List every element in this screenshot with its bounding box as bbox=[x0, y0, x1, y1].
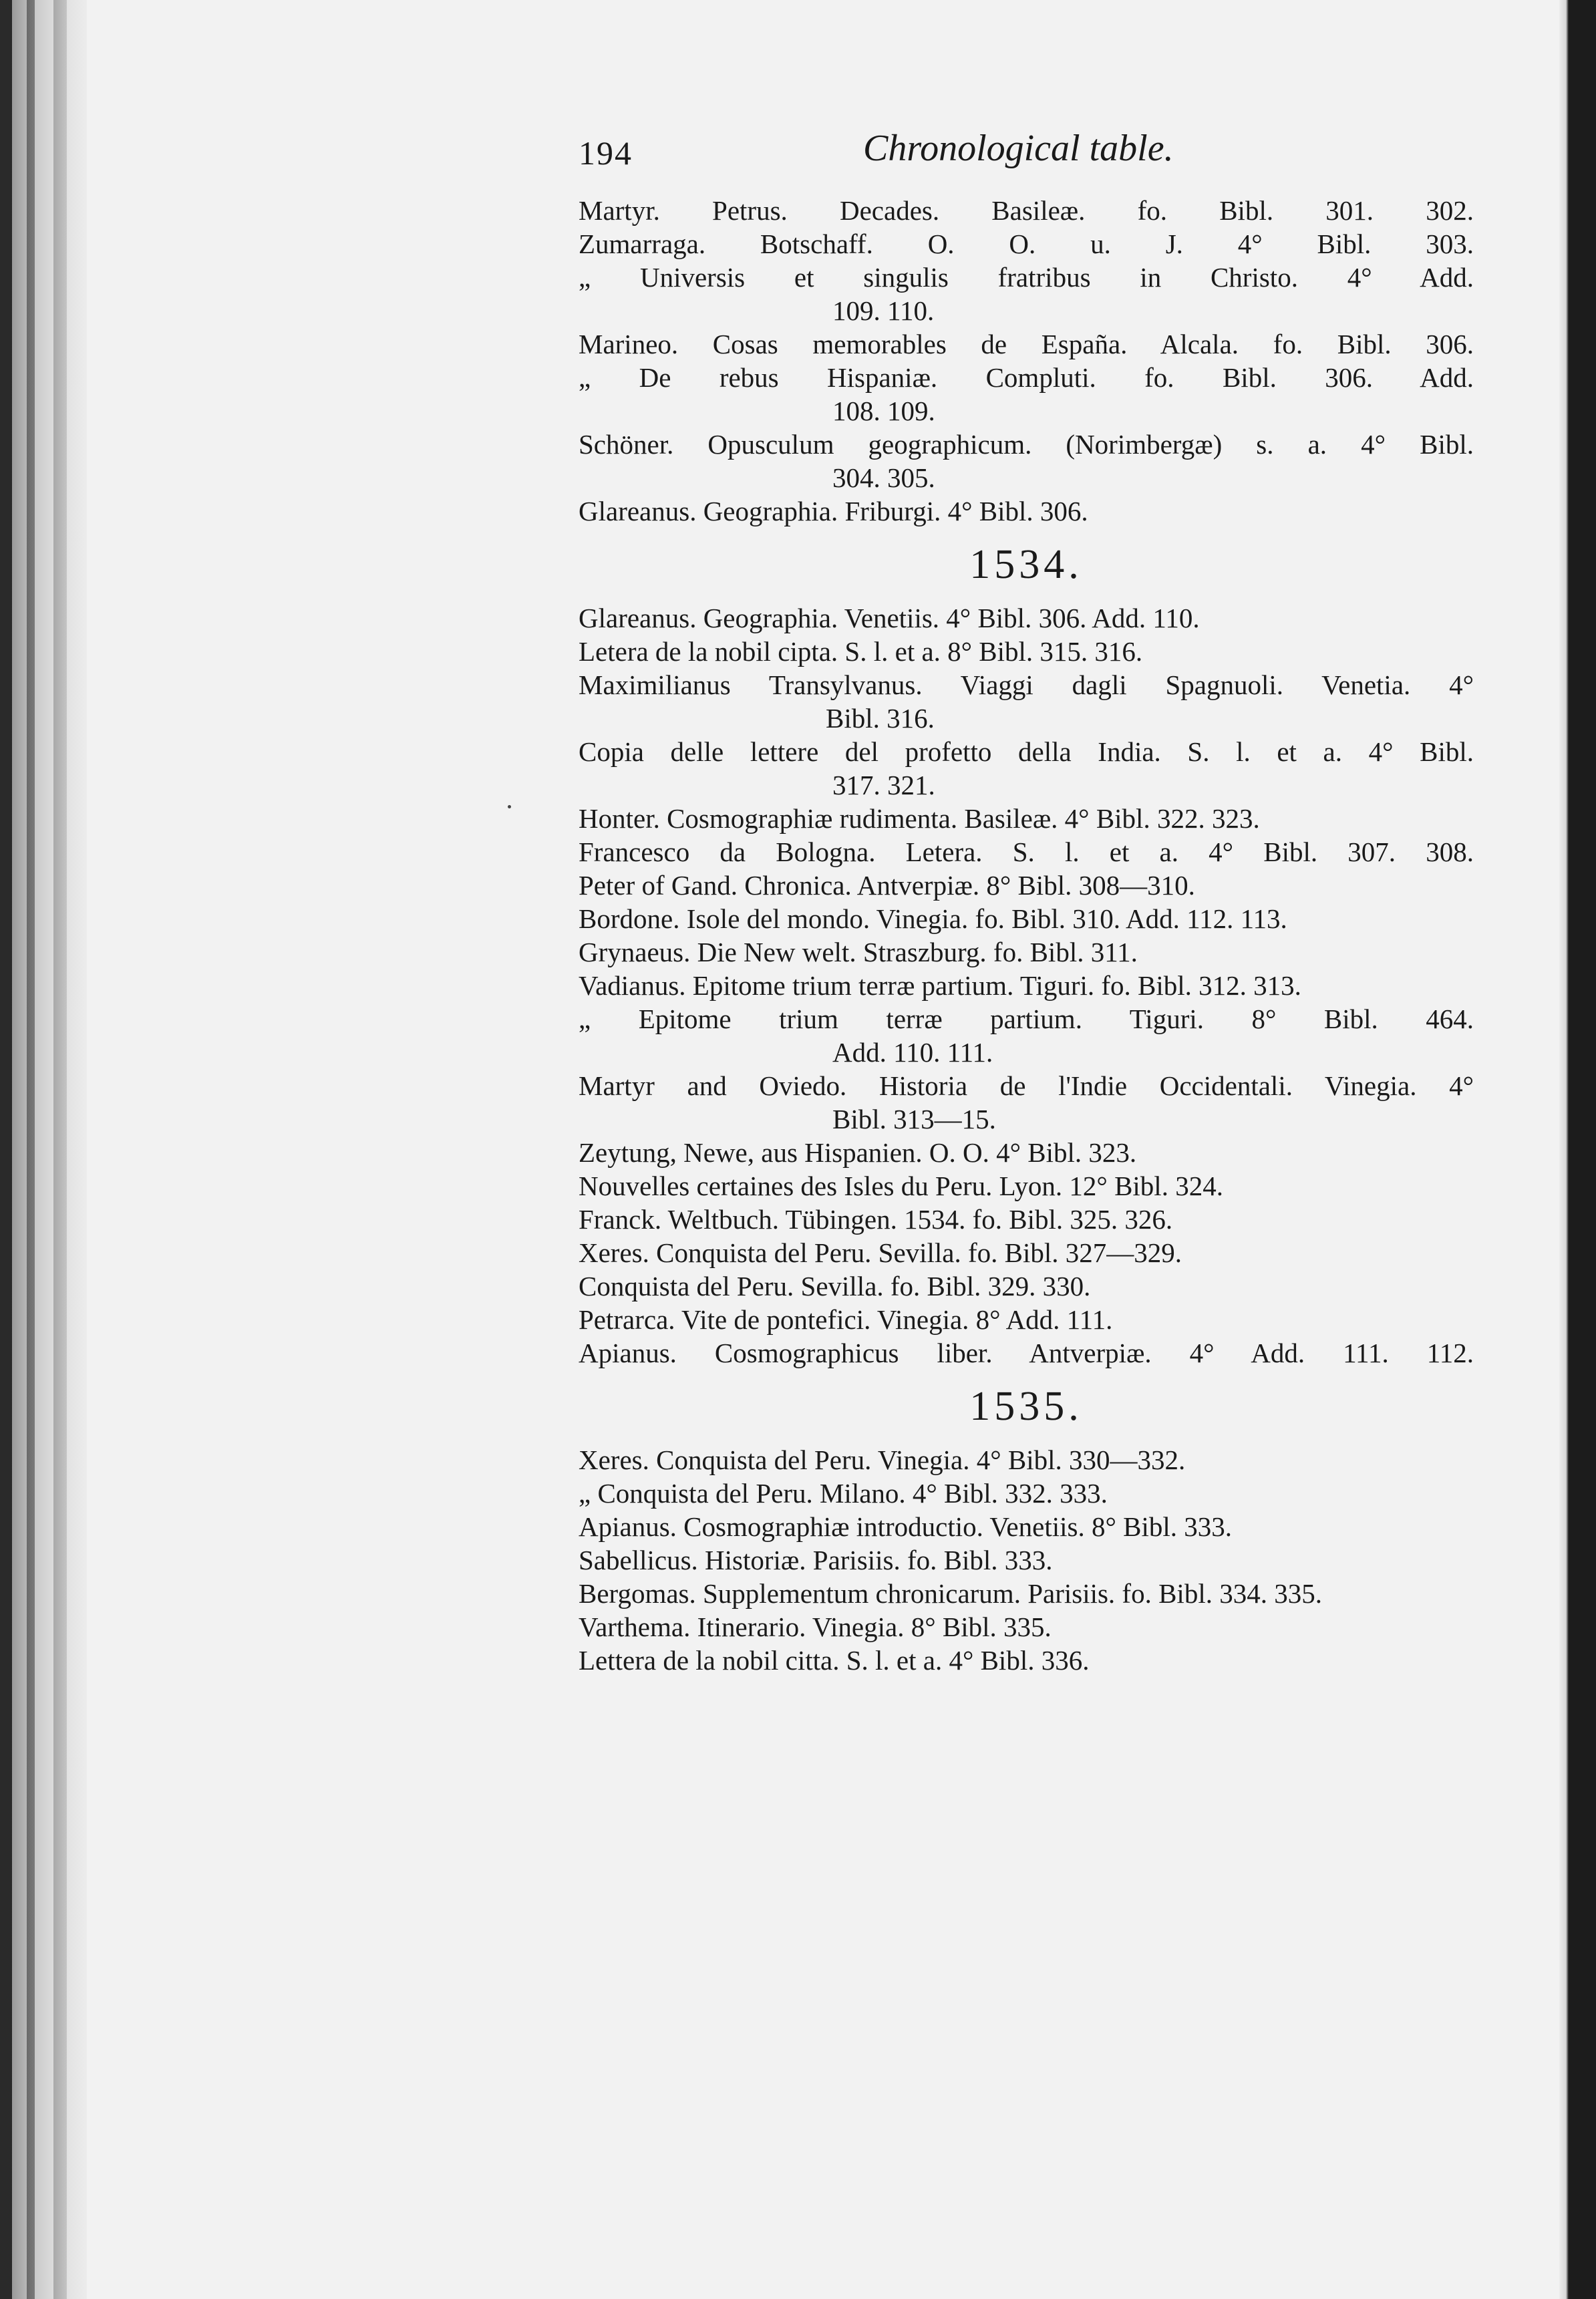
entry-letera-nobil-cipta: Letera de la nobil cipta. S. l. et a. 8° Bibl. 315. 316. bbox=[579, 636, 1143, 667]
entry-copia-lettere: Copia delle lettere del profetto della India. S. l. et a. 4° Bibl. bbox=[579, 736, 1474, 767]
entry-vadianus-8: „ Epitome trium terræ partium. Tiguri. 8° Bibl. 464. bbox=[579, 1004, 1474, 1034]
entry-petrarca: Petrarca. Vite de pontefici. Vinegia. 8° Add. 111. bbox=[579, 1304, 1113, 1335]
entry-continuation: 108. 109. bbox=[832, 396, 935, 426]
entry-martyr-and-oviedo: Martyr and Oviedo. Historia de l'Indie Occidentali. Vinegia. 4° bbox=[579, 1070, 1474, 1101]
entry-honter: Honter. Cosmographiæ rudimenta. Basileæ. 4° Bibl. 322. 323. bbox=[579, 803, 1260, 834]
entry-marineo-cosas: Marineo. Cosas memorables de España. Alcala. fo. Bibl. 306. bbox=[579, 329, 1474, 359]
entry-apianus-cosmographicus: Apianus. Cosmographicus liber. Antverpiæ. 4° Add. 111. 112. bbox=[579, 1338, 1474, 1368]
entry-lettera-nobil-citta: Lettera de la nobil citta. S. l. et a. 4° Bibl. 336. bbox=[579, 1645, 1090, 1676]
ink-speck bbox=[508, 805, 511, 808]
entry-continuation: 304. 305. bbox=[832, 462, 935, 493]
year-heading-1534: 1534. bbox=[969, 542, 1083, 587]
entry-bergomas: Bergomas. Supplementum chronicarum. Parisiis. fo. Bibl. 334. 335. bbox=[579, 1578, 1322, 1609]
page-header bbox=[579, 127, 1467, 180]
entry-varthema: Varthema. Itinerario. Vinegia. 8° Bibl. 335. bbox=[579, 1612, 1052, 1642]
entry-maximilianus: Maximilianus Transylvanus. Viaggi dagli Spagnuoli. Venetia. 4° bbox=[579, 669, 1474, 700]
entry-martyr-decades: Martyr. Petrus. Decades. Basileæ. fo. Bibl. 301. 302. bbox=[579, 195, 1474, 226]
year-heading-1535: 1535. bbox=[969, 1384, 1083, 1429]
running-title: Chronological table. bbox=[863, 128, 1174, 169]
entry-xeres-vinegia: Xeres. Conquista del Peru. Vinegia. 4° Bibl. 330—332. bbox=[579, 1444, 1186, 1475]
entry-continuation: 109. 110. bbox=[832, 295, 935, 326]
entry-sabellicus: Sabellicus. Historiæ. Parisiis. fo. Bibl. 333. bbox=[579, 1545, 1053, 1575]
entry-continuation: Bibl. 313—15. bbox=[832, 1104, 996, 1134]
entry-bordone: Bordone. Isole del mondo. Vinegia. fo. Bibl. 310. Add. 112. 113. bbox=[579, 903, 1287, 934]
book-binding-edge bbox=[0, 0, 87, 2299]
chronological-entries bbox=[579, 194, 1474, 1677]
entry-conquista-sevilla: Conquista del Peru. Sevilla. fo. Bibl. 329. 330. bbox=[579, 1271, 1091, 1301]
entry-continuation: 317. 321. bbox=[832, 770, 935, 800]
entry-francesco-da-bologna: Francesco da Bologna. Letera. S. l. et a. 4° Bibl. 307. 308. bbox=[579, 836, 1474, 867]
page-number: 194 bbox=[579, 134, 633, 172]
entry-grynaeus: Grynaeus. Die New welt. Straszburg. fo. Bibl. 311. bbox=[579, 937, 1138, 967]
entry-schoner-opusculum: Schöner. Opusculum geographicum. (Norimbergæ) s. a. 4° Bibl. bbox=[579, 429, 1474, 460]
entry-apianus-introductio: Apianus. Cosmographiæ introductio. Venetiis. 8° Bibl. 333. bbox=[579, 1511, 1232, 1542]
entry-nouvelles: Nouvelles certaines des Isles du Peru. Lyon. 12° Bibl. 324. bbox=[579, 1171, 1223, 1201]
entry-xeres-milano: „ Conquista del Peru. Milano. 4° Bibl. 332. 333. bbox=[579, 1478, 1108, 1509]
entry-glareanus-friburgi: Glareanus. Geographia. Friburgi. 4° Bibl. 306. bbox=[579, 496, 1088, 526]
entry-vadianus-fo: Vadianus. Epitome trium terræ partium. Tiguri. fo. Bibl. 312. 313. bbox=[579, 970, 1301, 1001]
entry-zumarraga-universis: „ Universis et singulis fratribus in Christo. 4° Add. bbox=[579, 262, 1474, 293]
entry-continuation: Bibl. 316. bbox=[826, 703, 935, 734]
entry-zumarraga-botschaff: Zumarraga. Botschaff. O. O. u. J. 4° Bibl. 303. bbox=[579, 228, 1474, 259]
entry-peter-of-gand: Peter of Gand. Chronica. Antverpiæ. 8° Bibl. 308—310. bbox=[579, 870, 1195, 901]
entry-marineo-de-rebus: „ De rebus Hispaniæ. Compluti. fo. Bibl. 306. Add. bbox=[579, 362, 1474, 393]
entry-zeytung: Zeytung, Newe, aus Hispanien. O. O. 4° Bibl. 323. bbox=[579, 1137, 1137, 1168]
entry-franck: Franck. Weltbuch. Tübingen. 1534. fo. Bibl. 325. 326. bbox=[579, 1204, 1173, 1235]
scan-border bbox=[1559, 0, 1596, 2299]
entry-continuation: Add. 110. 111. bbox=[832, 1037, 993, 1068]
entry-glareanus-venetiis: Glareanus. Geographia. Venetiis. 4° Bibl. 306. Add. 110. bbox=[579, 603, 1200, 633]
entry-xeres-sevilla: Xeres. Conquista del Peru. Sevilla. fo. Bibl. 327—329. bbox=[579, 1237, 1182, 1268]
